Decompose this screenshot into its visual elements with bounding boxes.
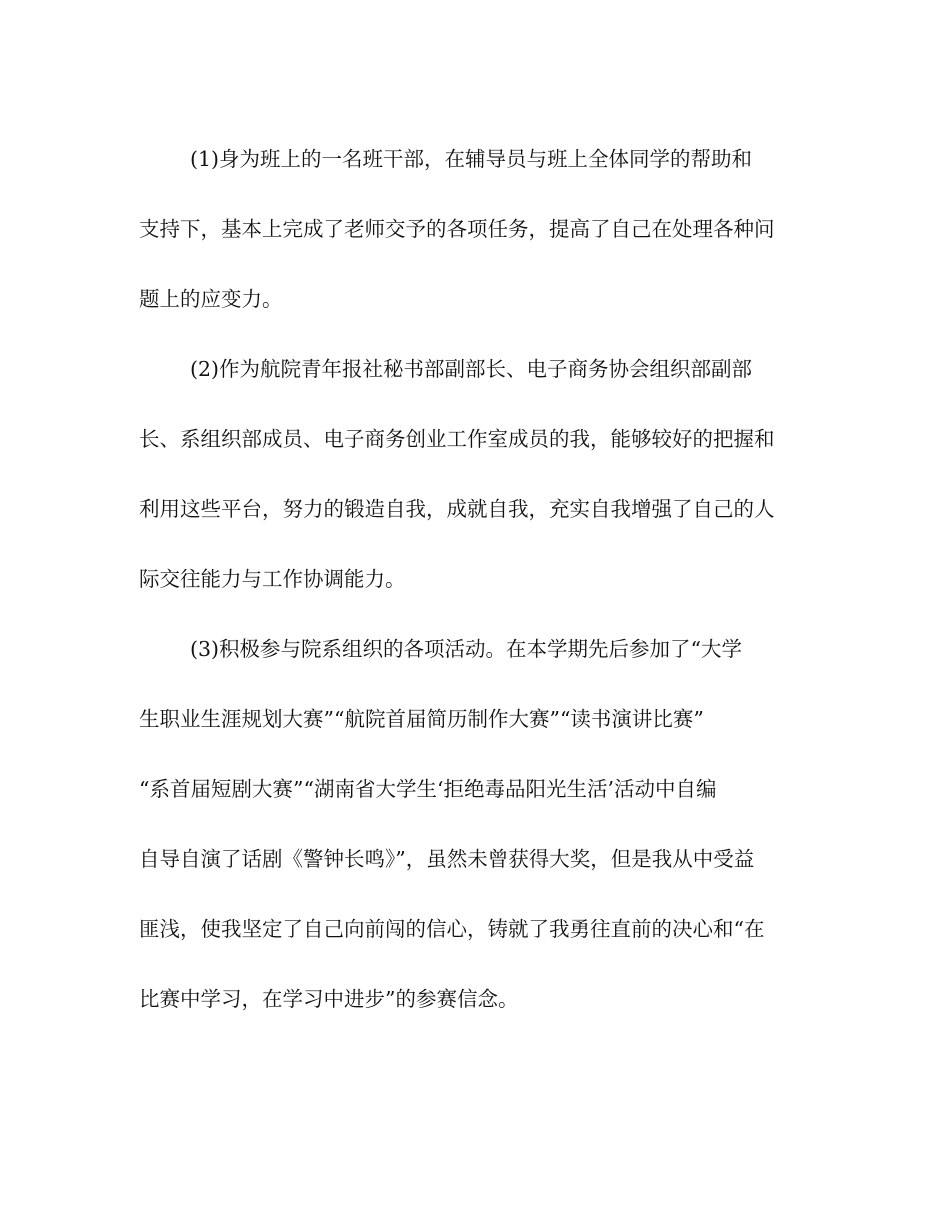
paragraph-3-line-4: 自导自演了话剧《警钟长鸣》”，虽然未曾获得大奖，但是我从中受益 xyxy=(139,847,755,871)
paragraph-2-line-1: (2)作为航院青年报社秘书部副部长、电子商务协会组织部副部 xyxy=(190,357,753,381)
paragraph-1-line-2: 支持下，基本上完成了老师交予的各项任务，提高了自己在处理各种问 xyxy=(139,217,775,241)
paragraph-2-line-4: 际交往能力与工作协调能力。 xyxy=(139,567,406,591)
paragraph-2-line-3: 利用这些平台，努力的锻造自我，成就自我，充实自我增强了自己的人 xyxy=(139,497,775,521)
paragraph-3-line-3: “系首届短剧大赛”“湖南省大学生‘拒绝毒品阳光生活’活动中自编 xyxy=(139,777,717,801)
paragraph-3-line-5: 匪浅，使我坚定了自己向前闯的信心，铸就了我勇往直前的决心和“在 xyxy=(139,917,765,941)
paragraph-1-line-1: (1)身为班上的一名班干部，在辅导员与班上全体同学的帮助和 xyxy=(190,147,753,171)
paragraph-3-line-2: 生职业生涯规划大赛”“航院首届简历制作大赛”“读书演讲比赛” xyxy=(139,707,704,731)
paragraph-3-line-6: 比赛中学习，在学习中进步”的参赛信念。 xyxy=(139,987,519,1011)
paragraph-1-line-3: 题上的应变力。 xyxy=(139,287,283,311)
paragraph-3-line-1: (3)积极参与院系组织的各项活动。在本学期先后参加了“大学 xyxy=(190,637,743,661)
paragraph-2-line-2: 长、系组织部成员、电子商务创业工作室成员的我，能够较好的把握和 xyxy=(139,427,775,451)
